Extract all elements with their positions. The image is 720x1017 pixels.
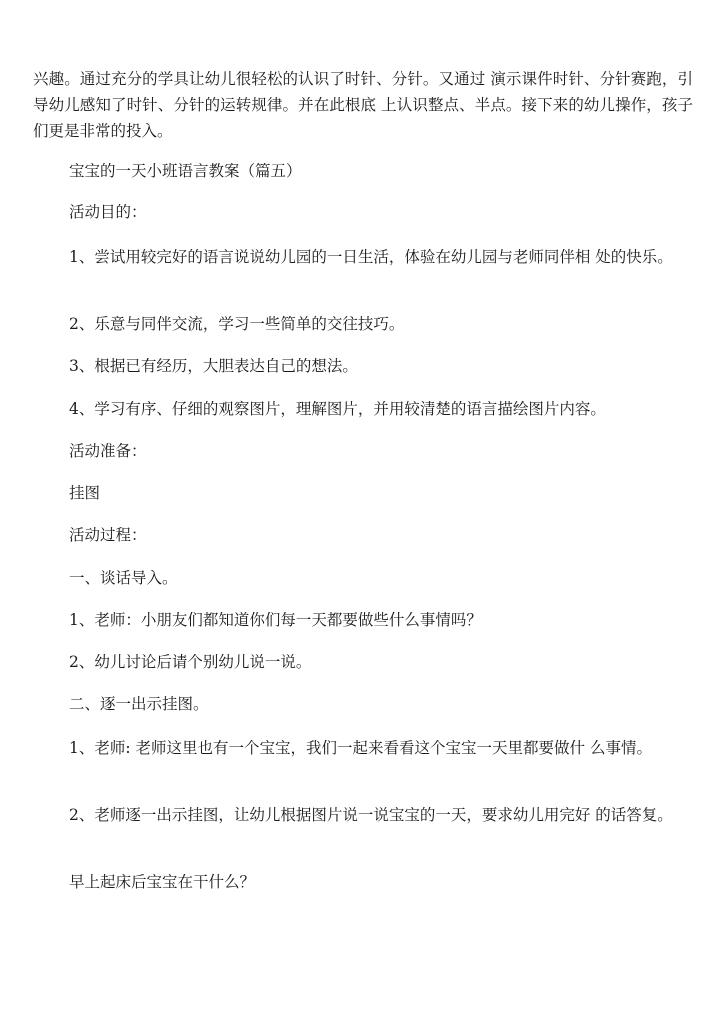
process-step-2-item-1: 1、老师: 老师这里也有一个宝宝，我们一起来看看这个宝宝一天里都要做什 么事情。 — [69, 739, 652, 757]
paragraph-intro-continuation: 兴趣。通过充分的学具让幼儿很轻松的认识了时针、分针。又通过 演示课件时针、分针赛跑，引导幼儿感知了时针、分针的运转规律。并在此根底 上认识整点、半点。接下来的幼儿操作，孩子们更是非常的投入。 — [33, 70, 693, 140]
heading-activity-goals: 活动目的： — [69, 203, 147, 221]
goal-item-1: 1、尝试用较完好的语言说说幼儿园的一日生活，体验在幼儿园与老师同伴相 处的快乐。 — [69, 248, 673, 266]
process-step-2-item-2: 2、老师逐一出示挂图，让幼儿根据图片说一说宝宝的一天，要求幼儿用完好 的话答复。 — [69, 806, 673, 824]
question-paragraph: 早上起床后宝宝在干什么？ — [69, 873, 256, 891]
process-step-2: 二、逐一出示挂图。 — [69, 695, 209, 713]
process-step-1-item-1: 1、老师：小朋友们都知道你们每一天都要做些什么事情吗？ — [69, 611, 482, 629]
goal-item-4: 4、学习有序、仔细的观察图片，理解图片，并用较清楚的语言描绘图片内容。 — [69, 400, 606, 418]
goal-item-2: 2、乐意与同伴交流，学习一些简单的交往技巧。 — [69, 315, 405, 333]
preparation-item: 挂图 — [69, 484, 101, 502]
heading-activity-process: 活动过程： — [69, 526, 147, 544]
process-step-1: 一、谈话导入。 — [69, 569, 178, 587]
process-step-1-item-2: 2、幼儿讨论后请个别幼儿说一说。 — [69, 653, 312, 671]
heading-activity-preparation: 活动准备： — [69, 442, 147, 460]
goal-item-3: 3、根据已有经历，大胆表达自己的想法。 — [69, 357, 358, 375]
section-title: 宝宝的一天小班语言教案（篇五） — [69, 162, 302, 180]
